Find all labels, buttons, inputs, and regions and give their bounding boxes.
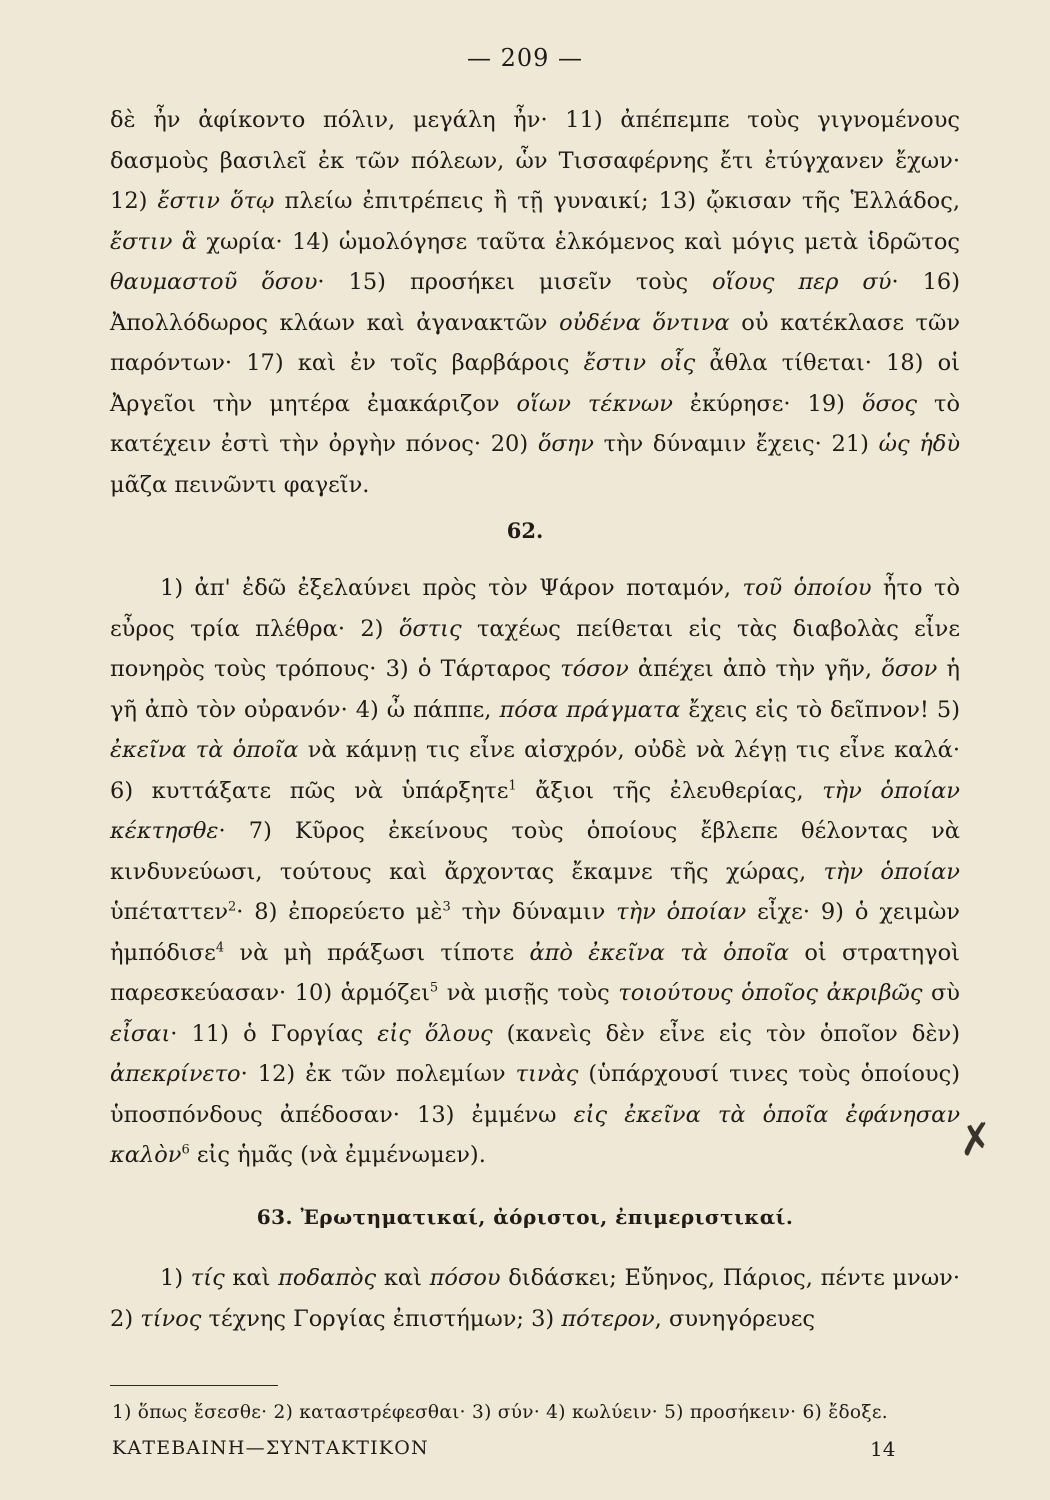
italic-run: ὡς ἡδὺ — [878, 431, 961, 457]
text-run: ἄξιοι τῆς ἐλευθερίας, — [516, 777, 823, 804]
text-run: καὶ — [376, 1265, 430, 1291]
italic-run: τὴν ὁποίαν κέκτησθε — [110, 777, 960, 844]
footnote-ref: 5 — [429, 980, 439, 996]
text-run: τὴν δύναμιν ἔχεις· 21) — [593, 431, 879, 457]
text-run: · 15) προσήκει μισεῖν τοὺς — [317, 269, 713, 295]
text-run: τὸ κατέχειν ἐστὶ τὴν ὀργὴν πόνος· 20) — [110, 390, 960, 457]
footnote-ref: 6 — [181, 1142, 190, 1158]
italic-run: τοιούτους ὁποῖος ἀκριβῶς — [618, 980, 923, 1006]
section-62-number: 62. — [506, 518, 544, 543]
text-run: νὰ μὴ πράξωσι τίποτε — [224, 939, 530, 966]
text-run: (ὑπάρχουσί τινες τοὺς ὁποίους) ὑποσπόνδους ἀπέδοσαν· 13) ἐμμένω — [110, 1061, 960, 1128]
italic-run: τινὰς — [515, 1061, 579, 1087]
text-run: ταχέως πείθεται εἰς τὰς διαβολὰς εἶνε πονηρὸς τοὺς τρόπους· 3) ὁ Τάρταρος — [110, 615, 960, 682]
continuation-paragraph — [110, 100, 960, 505]
text-run — [829, 1102, 846, 1128]
italic-run: εἶσαι — [110, 1020, 171, 1047]
section-63-heading: 63. Ἐρωτηματικαί, ἀόριστοι, ἐπιμεριστικαί. — [256, 1205, 794, 1229]
text-run: πλείω ἐπιτρέπεις ἢ τῇ γυναικί; 13) ᾤκισαν τῆς Ἑλλάδος, — [274, 188, 960, 214]
text-run: (κανεὶς δὲν εἶνε εἰς τὸν ὁποῖον δὲν) — [492, 1020, 960, 1047]
italic-run: τὴν ὁποίαν — [616, 899, 747, 925]
footnote-rule — [110, 1385, 278, 1386]
text-run: 1) — [160, 1265, 191, 1291]
section-63-paragraph — [110, 1258, 960, 1339]
text-run: τὴν δύναμιν — [450, 899, 617, 925]
sheet-number: 14 — [870, 1437, 896, 1461]
italic-run: εἰς ἐκεῖνα τὰ ὁποῖα — [573, 1101, 829, 1128]
text-run: · 16) Ἀπολλόδωρος κλάων καὶ ἀγανακτῶν — [110, 269, 961, 336]
text-run: · 12) ἐκ τῶν πολεμίων — [240, 1061, 516, 1087]
italic-run: οἵων τέκνων — [516, 390, 673, 417]
text-run: 1) ἀπ' ἐδῶ ἐξελαύνει πρὸς τὸν Ψάρον ποταμόν, — [160, 575, 743, 601]
text-run: τέχνης Γοργίας ἐπιστήμων; 3) — [201, 1305, 562, 1332]
text-run: · 7) Κῦρος ἐκείνους τοὺς ὁποίους ἔβλεπε θέλοντας νὰ κινδυνεύωσι, τούτους καὶ ἄρχοντας ἔκαμνε τῆς χώρας, — [110, 818, 960, 885]
continuation-text — [110, 100, 960, 505]
footnote-ref: 3 — [442, 899, 451, 915]
text-run: διδάσκει; Εὔηνος, Πάριος, πέντε μνων· 2) — [110, 1265, 961, 1332]
italic-run: ἀπεκρίνετο — [110, 1061, 241, 1087]
italic-run: πότερον — [561, 1305, 655, 1332]
italic-run: ὅσην — [537, 431, 594, 457]
text-run: · 11) ὁ Γοργίας — [170, 1020, 378, 1047]
italic-run: πόσου — [429, 1265, 501, 1291]
text-run: μᾶζα πεινῶντι φαγεῖν. — [110, 471, 370, 498]
text-run: ἔχεις εἰς τὸ δεῖπνον! 5) — [680, 696, 960, 723]
text-run: νὰ μισῇς τοὺς — [438, 980, 619, 1006]
italic-run: οἵους περ σύ — [712, 269, 892, 295]
italic-run: τόσον — [560, 656, 629, 682]
section-63-text — [110, 1258, 960, 1339]
italic-run: τίς — [190, 1265, 225, 1291]
text-run: οὐ κατέκλασε τῶν παρόντων· 17) καὶ ἐν τοῖς βαρβάροις — [110, 309, 961, 376]
text-run: καὶ — [224, 1265, 279, 1291]
italic-run: ἔστιν ὅτῳ — [157, 188, 275, 214]
printer-signature: ΚΑΤΕΒΑΙΝΗ—ΣΥΝΤΑΚΤΙΚΟΝ — [112, 1437, 429, 1459]
text-run: εἰς ἡμᾶς (νὰ ἐμμένωμεν). — [189, 1142, 486, 1168]
italic-run: ὅσος — [861, 390, 918, 417]
italic-run: ὅστις — [398, 615, 462, 642]
text-run: · 8) ἐπορεύετο μὲ — [236, 899, 443, 925]
italic-run: οὐδένα ὅντινα — [559, 309, 730, 336]
italic-run: πόσα πράγματα — [499, 696, 681, 723]
italic-run: ἀπὸ ἐκεῖνα τὰ ὁποῖα — [529, 939, 790, 966]
text-run: ἦτο τὸ εὖρος τρία πλέθρα· 2) — [110, 575, 960, 642]
text-run: ἆθλα τίθεται· 18) οἱ Ἀργεῖοι τὴν μητέρα ἐμακάριζον — [110, 350, 960, 417]
footnotes: 1) ὅπως ἔσεσθε· 2) καταστρέφεσθαι· 3) σύν· 4) κωλύειν· 5) προσήκειν· 6) ἔδοξε. — [112, 1402, 888, 1423]
text-run: σὺ — [922, 980, 960, 1006]
text-run: ἐκύρησε· 19) — [672, 390, 862, 417]
italic-run: τίνος — [140, 1305, 202, 1332]
footnote-ref: 2 — [228, 899, 237, 915]
margin-pencil-mark: ✗ — [954, 1112, 997, 1167]
italic-run: ποδαπὸς — [278, 1265, 377, 1291]
italic-run: ἐφάνησαν καλὸν — [110, 1101, 961, 1168]
italic-run: ἔστιν ἃ — [110, 228, 197, 255]
italic-run: εἰς ὅλους — [377, 1020, 493, 1047]
italic-run: τὴν ὁποίαν — [823, 858, 960, 885]
text-run: εἶχε· 9) ὁ χειμὼν ἠμπόδισε — [110, 899, 960, 966]
footnote-ref: 1 — [508, 778, 517, 793]
text-run: , συνηγόρευες — [654, 1305, 815, 1332]
text-run: οἱ στρατηγοὶ παρεσκεύασαν· 10) ἁρμόζει — [110, 939, 960, 1006]
text-run: ἀπέχει ἀπὸ τὴν γῆν, — [628, 656, 882, 682]
text-run: δὲ ἦν ἀφίκοντο πόλιν, μεγάλη ἦν· 11) ἀπέπεμπε τοὺς γιγνομένους δασμοὺς βασιλεῖ ἐκ τῶν πόλεων, ὧν Τισσαφέρνης ἔτι ἐτύγχανεν ἔχων· 12) — [110, 107, 960, 214]
italic-run: ἐκεῖνα τὰ ὁποῖα — [110, 737, 299, 763]
text-run: νὰ κάμνῃ τις εἶνε αἰσχρόν, οὐδὲ νὰ λέγῃ τις εἶνε καλά· 6) κυττάξατε πῶς νὰ ὑπάρξητε — [110, 737, 960, 804]
text-run: ὑπέταττεν — [110, 899, 228, 925]
footnote-ref: 4 — [215, 940, 225, 955]
section-62-text — [110, 568, 960, 1176]
italic-run: τοῦ ὁποίου — [742, 575, 872, 601]
text-run: χωρία· 14) ὡμολόγησε ταῦτα ἑλκόμενος καὶ μόγις μετὰ ἱδρῶτος — [196, 228, 960, 255]
italic-run: ὅσον — [881, 656, 938, 682]
section-62-paragraph — [110, 568, 960, 1176]
text-run: ἡ γῆ ἀπὸ τὸν οὐρανόν· 4) ὦ πάππε, — [110, 656, 961, 723]
page-number: — 209 — — [466, 44, 584, 72]
italic-run: ἔστιν οἷς — [583, 350, 696, 376]
italic-run: θαυμαστοῦ ὅσου — [110, 269, 318, 295]
